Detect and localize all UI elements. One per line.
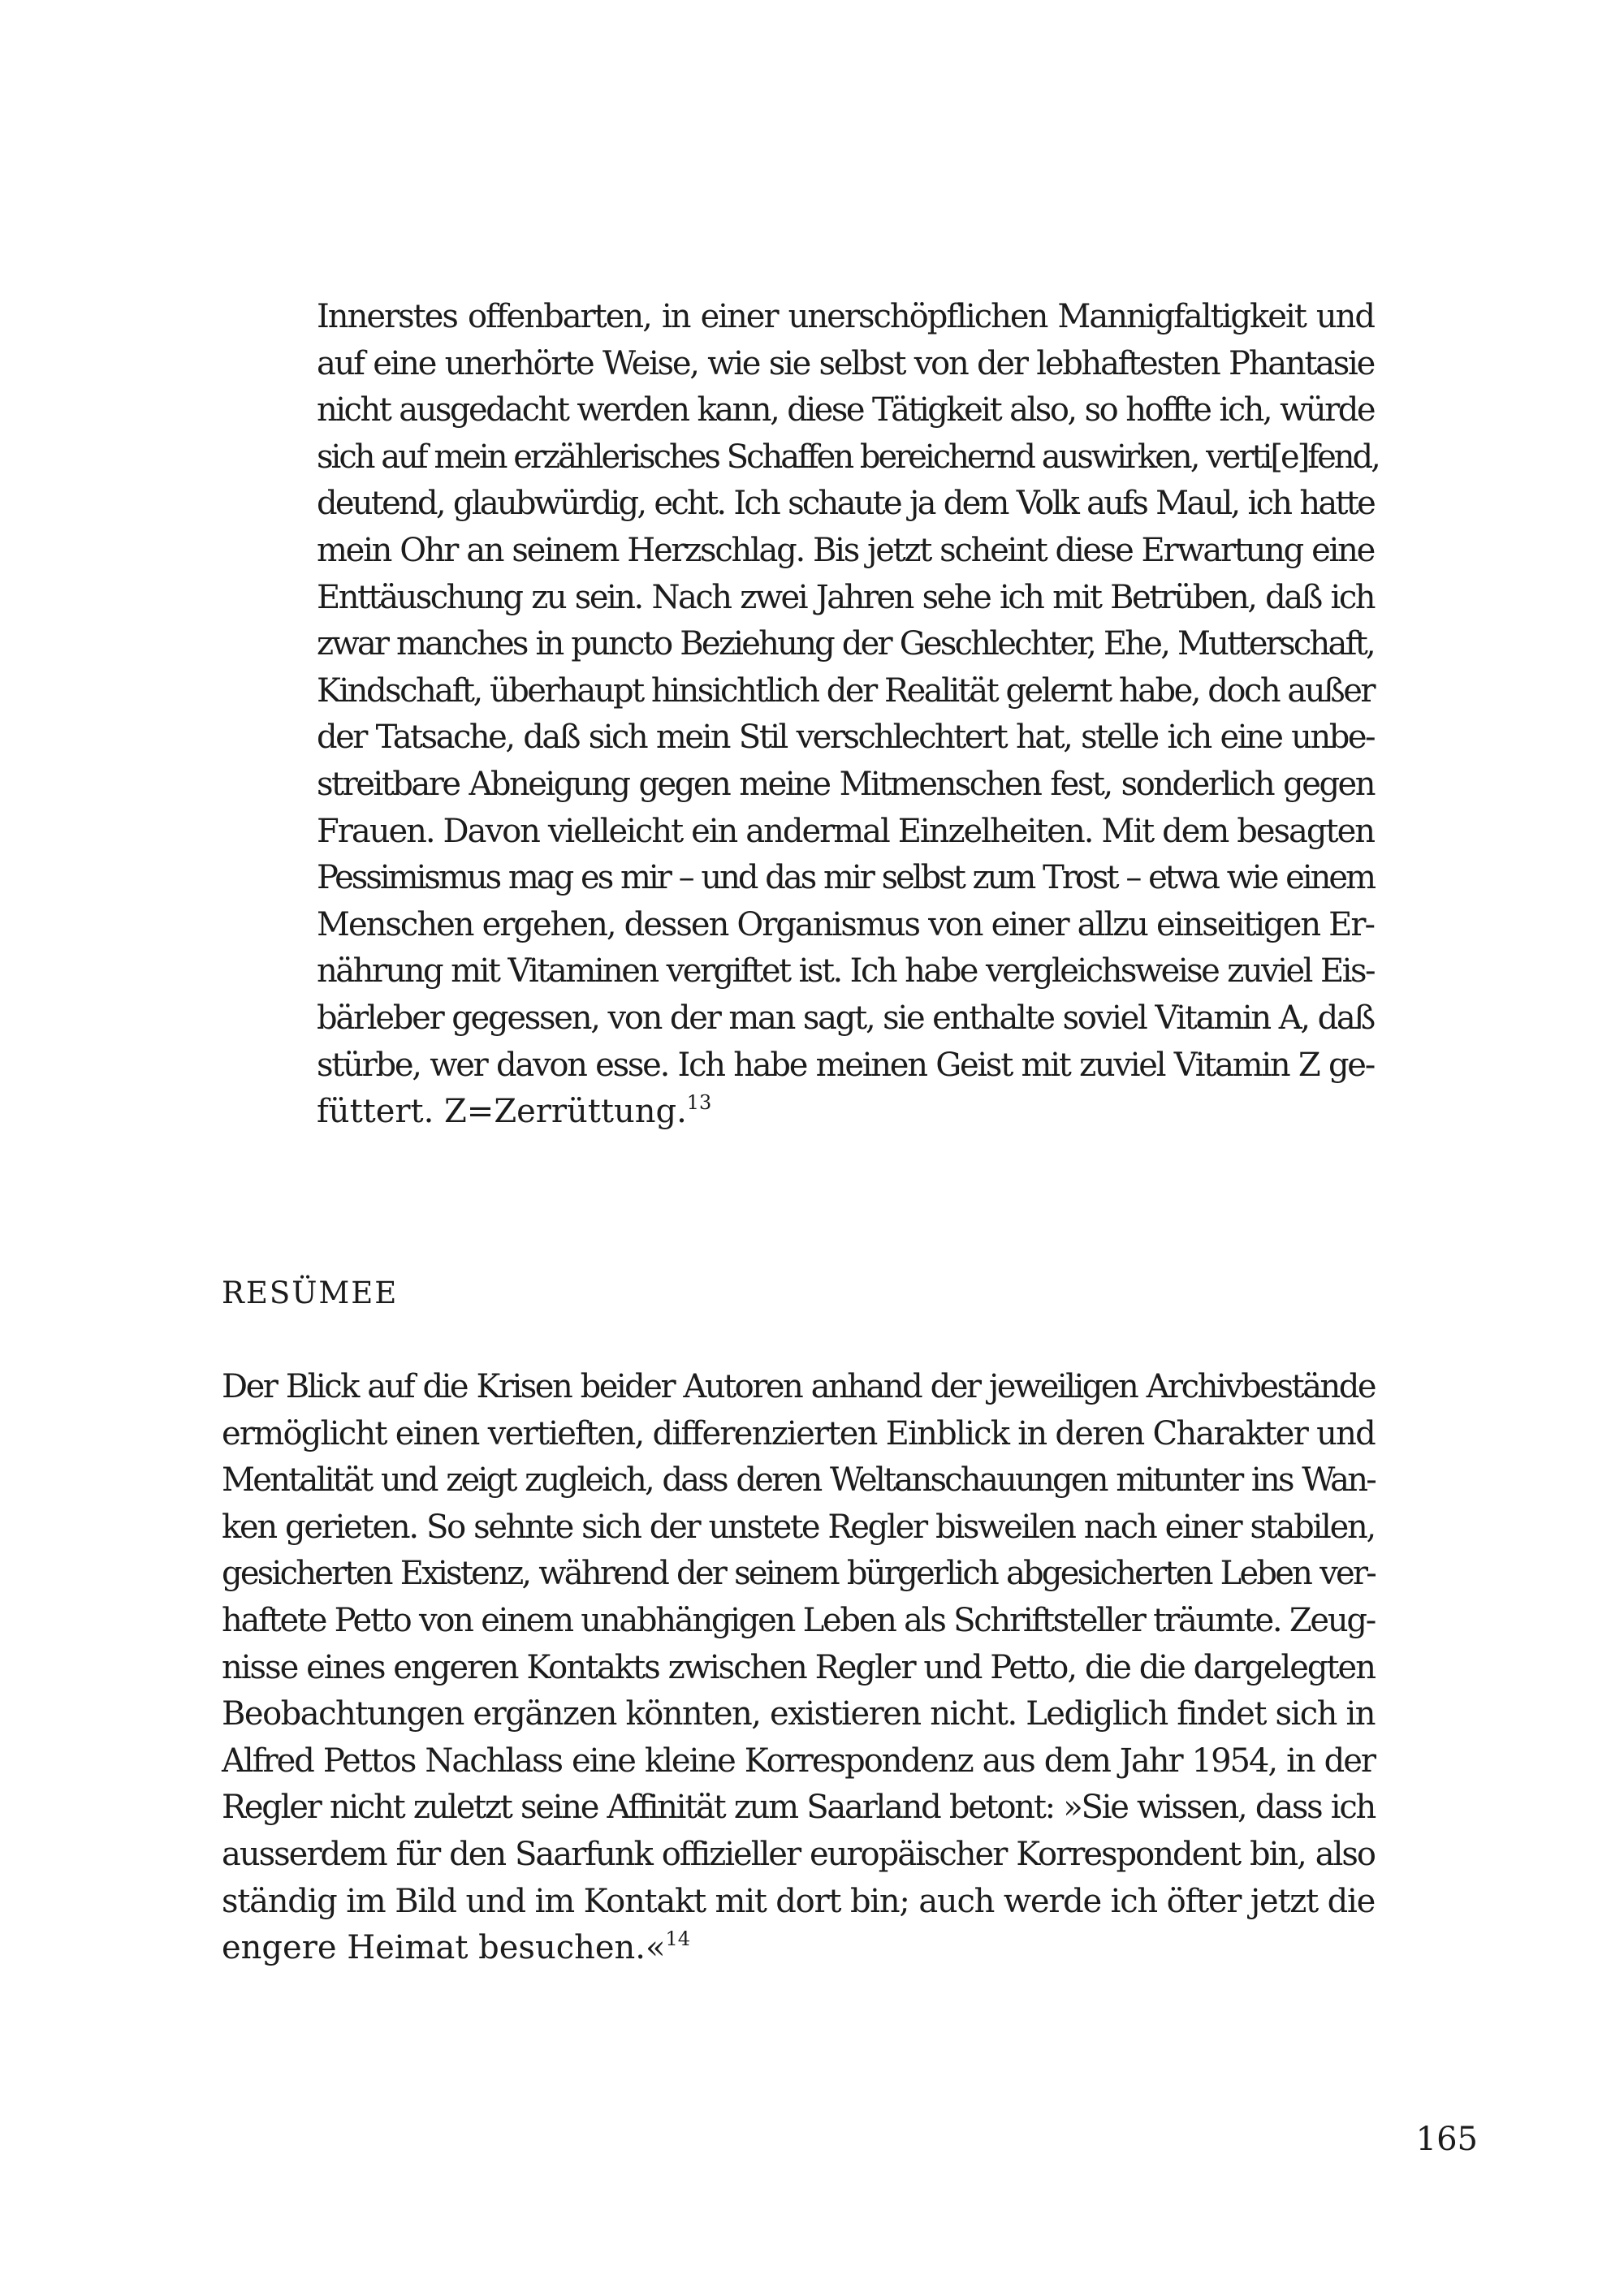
- body-line: ausserdem für den Saarfunk offizieller europäischer Korrespondent bin, also: [222, 1835, 1375, 1873]
- body-line: Beobachtungen ergänzen könnten, existieren nicht. Lediglich findet sich in: [222, 1695, 1375, 1733]
- quote-line: Enttäuschung zu sein. Nach zwei Jahren sehe ich mit Betrüben, daß ich: [317, 578, 1374, 616]
- body-line: ermöglicht einen vertieften, differenzierten Einblick in deren Charakter und: [222, 1414, 1375, 1452]
- quote-line: bärleber gegessen, von der man sagt, sie enthalte soviel Vitamin A, daß: [317, 999, 1374, 1037]
- quote-last-line-text: füttert. Z=Zerrüttung.: [317, 1093, 687, 1131]
- section-body: [222, 1364, 1375, 1972]
- quote-line: nicht ausgedacht werden kann, diese Tätigkeit also, so hoffte ich, würde: [317, 391, 1374, 429]
- block-quote: [317, 294, 1379, 1136]
- body-line: Mentalität und zeigt zugleich, dass deren Weltanschauungen mitunter ins Wan-: [222, 1461, 1375, 1500]
- quote-line: Menschen ergehen, dessen Organismus von einer allzu einseitigen Er-: [317, 905, 1374, 943]
- quote-line: Frauen. Davon vielleicht ein andermal Einzelheiten. Mit dem besagten: [317, 812, 1374, 850]
- body-line: Der Blick auf die Krisen beider Autoren anhand der jeweiligen Archivbestände: [222, 1368, 1375, 1405]
- quote-line: mein Ohr an seinem Herzschlag. Bis jetzt scheint diese Erwartung eine: [317, 531, 1374, 569]
- body-line: nisse eines engeren Kontakts zwischen Regler und Petto, die die dargelegten: [222, 1648, 1375, 1686]
- body-line: Regler nicht zuletzt seine Affinität zum Saarland betont: »Sie wissen, dass ich: [222, 1789, 1375, 1827]
- body-last-line: [222, 1925, 1375, 1972]
- quote-line: zwar manches in puncto Beziehung der Geschlechter, Ehe, Mutterschaft,: [317, 625, 1374, 663]
- body-line: ken gerieten. So sehnte sich der unstete Regler bisweilen nach einer stabilen,: [222, 1508, 1375, 1546]
- quote-line: Innerstes offenbarten, in einer unerschöpflichen Mannigfaltigkeit und: [317, 298, 1374, 335]
- quote-line: stürbe, wer davon esse. Ich habe meinen Geist mit zuviel Vitamin Z ge-: [317, 1046, 1374, 1084]
- body-line: Alfred Pettos Nachlass eine kleine Korrespondenz aus dem Jahr 1954, in der: [222, 1742, 1375, 1780]
- quote-line: streitbare Abneigung gegen meine Mitmenschen fest, sonderlich gegen: [317, 765, 1374, 803]
- quote-line: Kindschaft, überhaupt hinsichtlich der Realität gelernt habe, doch außer: [317, 671, 1374, 710]
- section-heading: RESÜMEE: [222, 1275, 399, 1310]
- body-line: ständig im Bild und im Kontakt mit dort bin; auch werde ich öfter jetzt die: [222, 1882, 1375, 1920]
- page-number: 165: [1415, 2121, 1478, 2158]
- body-line: gesicherten Existenz, während der seinem bürgerlich abgesicherten Leben ver-: [222, 1555, 1375, 1593]
- quote-line: deutend, glaubwürdig, echt. Ich schaute ja dem Volk aufs Maul, ich hatte: [317, 485, 1374, 523]
- quote-line: auf eine unerhörte Weise, wie sie selbst von der lebhaftesten Phantasie: [317, 344, 1374, 382]
- quote-last-line: [317, 1089, 1374, 1136]
- footnote-ref-13[interactable]: 13: [686, 1091, 712, 1115]
- footnote-ref-14[interactable]: 14: [665, 1927, 691, 1951]
- quote-line: sich auf mein erzählerisches Schaffen bereichernd auswirken, verti[e]fend,: [317, 438, 1379, 476]
- quote-line: nährung mit Vitaminen vergiftet ist. Ich habe vergleichsweise zuviel Eis-: [317, 952, 1374, 991]
- quote-line: der Tatsache, daß sich mein Stil verschlechtert hat, stelle ich eine unbe-: [317, 719, 1374, 757]
- quote-line: Pessimismus mag es mir – und das mir selbst zum Trost – etwa wie einem: [317, 859, 1374, 897]
- body-last-line-text: engere Heimat besuchen.«: [222, 1929, 666, 1967]
- body-line: haftete Petto von einem unabhängigen Leben als Schriftsteller träumte. Zeug-: [222, 1601, 1375, 1639]
